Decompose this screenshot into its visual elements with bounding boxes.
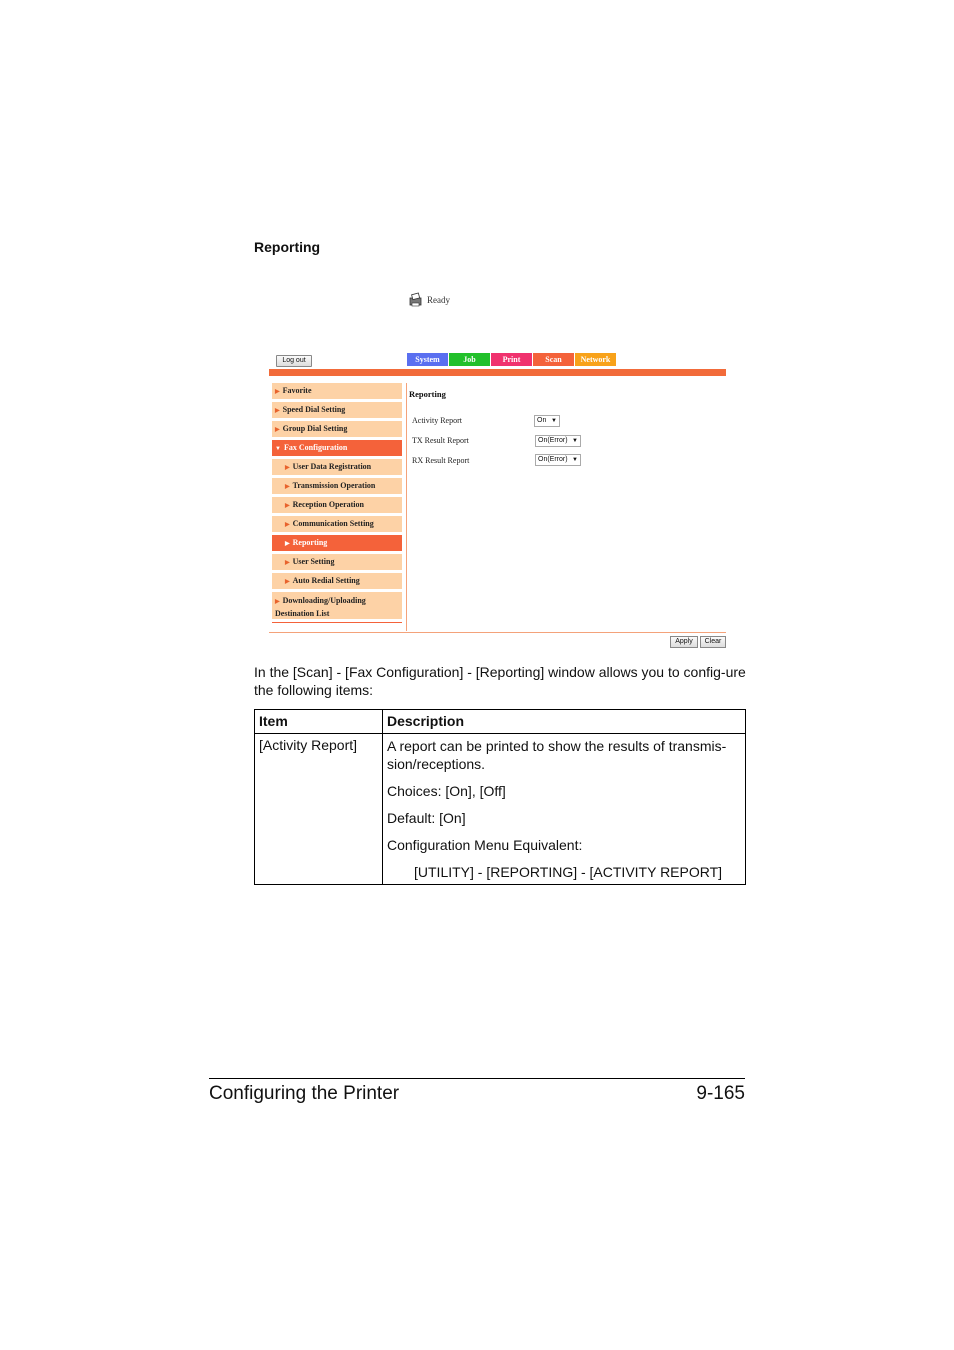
sidebar-item-communication-setting[interactable]: ▶ Communication Setting [272,516,402,532]
apply-button[interactable]: Apply [670,636,698,648]
sidebar-item-reporting[interactable]: ▶ Reporting [272,535,402,551]
table-row [255,734,746,885]
printer-icon [408,292,424,308]
status-text: Ready [427,295,450,305]
settings-table [254,709,746,885]
logout-button[interactable]: Log out [276,355,312,367]
table-header-row [255,710,746,734]
footer-chapter-title: Configuring the Printer [209,1083,400,1104]
page-number: 9-165 [696,1083,745,1104]
chevron-down-icon: ▼ [275,446,281,452]
divider [272,622,402,623]
sidebar-item-user-data-registration[interactable]: ▶ User Data Registration [272,459,402,475]
divider [406,383,407,631]
chevron-right-icon: ▶ [285,465,290,471]
chevron-right-icon: ▶ [285,503,290,509]
setting-label: TX Result Report [412,436,469,445]
chevron-right-icon: ▶ [285,484,290,490]
sidebar-item-reception-operation[interactable]: ▶ Reception Operation [272,497,402,513]
dropdown-arrow-icon: ▼ [572,457,578,463]
main-tabs [407,353,616,366]
intro-paragraph: In the [Scan] - [Fax Configuration] - [Reporting] window allows you to config-ure the following items: [254,664,746,698]
tab-job[interactable]: Job [449,353,490,366]
tab-system[interactable]: System [407,353,448,366]
column-header: Item [255,710,383,734]
sidebar-item-download-upload[interactable]: ▶ Downloading/Uploading Destination List [272,592,402,619]
tab-underline-bar [269,369,726,376]
sidebar-item-speed-dial[interactable]: ▶ Speed Dial Setting [272,402,402,418]
chevron-right-icon: ▶ [285,541,290,547]
tab-scan[interactable]: Scan [533,353,574,366]
divider [269,632,726,633]
sidebar-item-transmission-operation[interactable]: ▶ Transmission Operation [272,478,402,494]
tx-result-report-select[interactable]: On(Error) ▼ [535,435,581,447]
chevron-right-icon: ▶ [275,389,280,395]
sidebar-item-auto-redial-setting[interactable]: ▶ Auto Redial Setting [272,573,402,589]
web-ui-screenshot [266,288,730,652]
tab-print[interactable]: Print [491,353,532,366]
table-cell-description [383,734,746,885]
column-header: Description [383,710,746,734]
description-text: Configuration Menu Equivalent: [387,837,583,853]
chevron-right-icon: ▶ [285,579,290,585]
sidebar-item-user-setting[interactable]: ▶ User Setting [272,554,402,570]
sidebar-item-favorite[interactable]: ▶ Favorite [272,383,402,399]
sidebar-item-group-dial[interactable]: ▶ Group Dial Setting [272,421,402,437]
table-cell-item: [Activity Report] [255,734,383,885]
sidebar-item-fax-configuration[interactable]: ▼ Fax Configuration [272,440,402,456]
tab-network[interactable]: Network [575,353,616,366]
chevron-right-icon: ▶ [275,427,280,433]
description-text: A report can be printed to show the results of transmis-sion/receptions. [387,738,727,772]
dropdown-arrow-icon: ▼ [551,418,557,424]
section-title: Reporting [254,239,321,255]
description-text: Default: [On] [387,810,466,826]
setting-label: RX Result Report [412,456,470,465]
printer-status [408,292,450,308]
dropdown-arrow-icon: ▼ [572,438,578,444]
clear-button[interactable]: Clear [700,636,726,648]
chevron-right-icon: ▶ [285,522,290,528]
panel-title: Reporting [409,389,446,399]
chevron-right-icon: ▶ [275,599,280,605]
setting-label: Activity Report [412,416,462,425]
activity-report-select[interactable]: On ▼ [534,415,560,427]
chevron-right-icon: ▶ [285,560,290,566]
description-text: Choices: [On], [Off] [387,783,506,799]
footer-rule [209,1078,745,1079]
chevron-right-icon: ▶ [275,408,280,414]
rx-result-report-select[interactable]: On(Error) ▼ [535,454,581,466]
description-text: [UTILITY] - [REPORTING] - [ACTIVITY REPORT] [414,864,723,880]
sidebar-menu [272,383,402,623]
